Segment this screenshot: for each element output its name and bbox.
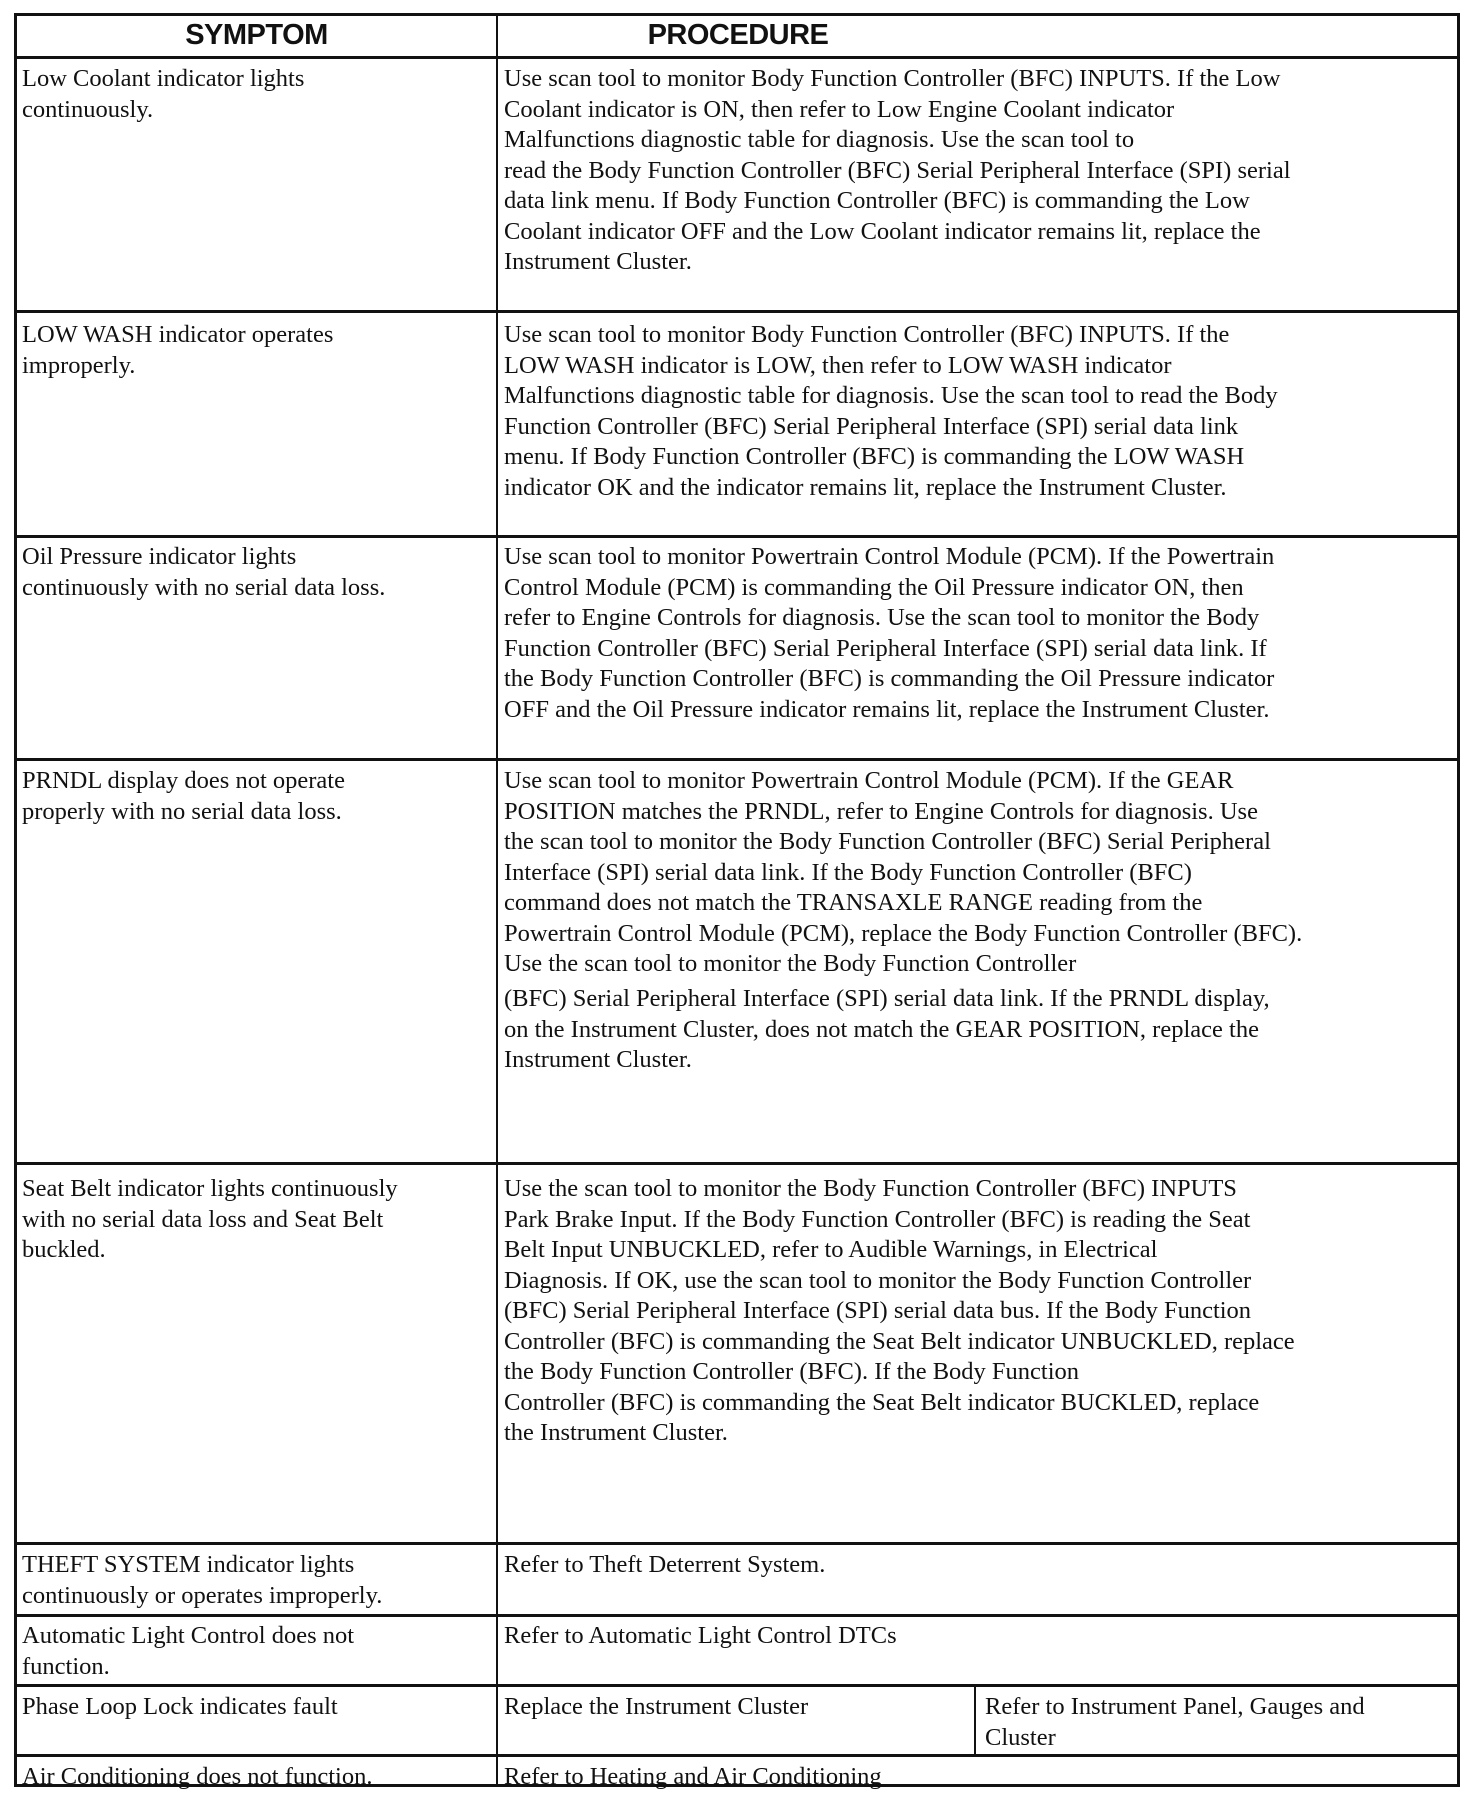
procedure-phase-loop-lock-reference: Refer to Instrument Panel, Gauges and Cluster (985, 1693, 1365, 1751)
row-separator (14, 1162, 1460, 1165)
split-cell-divider (974, 1684, 976, 1756)
row-separator (14, 1542, 1460, 1545)
symptom-air-conditioning: Air Conditioning does not function. (22, 1763, 373, 1790)
procedure-air-conditioning: Refer to Heating and Air Conditioning (504, 1763, 882, 1790)
procedure-theft-system: Refer to Theft Deterrent System. (504, 1551, 826, 1578)
symptom-low-wash: LOW WASH indicator operates improperly. (22, 321, 334, 379)
border-right (1457, 13, 1460, 1787)
procedure-oil-pressure: Use scan tool to monitor Powertrain Control Module (PCM). If the Powertrain Control Module (PCM) is commanding the Oil Pressure indicator ON, then refer to Engine Controls for diagnosis. Use the scan tool to monitor the Body Function Controller (BFC) Serial Peripheral Interface (SPI) serial data link. If the Body Function Controller (BFC) is commanding the Oil Pressure indicator OFF and the Oil Pressure indicator remains lit, replace the Instrument Cluster. (504, 543, 1275, 723)
row-separator (14, 310, 1460, 313)
row-separator (14, 535, 1460, 538)
border-left (14, 13, 17, 1787)
procedure-phase-loop-lock: Replace the Instrument Cluster (504, 1693, 809, 1720)
symptom-automatic-light-control: Automatic Light Control does not function. (22, 1622, 355, 1680)
header-procedure: PROCEDURE (647, 19, 829, 51)
row-separator (14, 1684, 1460, 1687)
header-separator (14, 56, 1460, 59)
row-separator (14, 758, 1460, 761)
symptom-prndl: PRNDL display does not operate properly with no serial data loss. (22, 767, 345, 825)
symptom-oil-pressure: Oil Pressure indicator lights continuously with no serial data loss. (22, 543, 386, 601)
symptom-low-coolant: Low Coolant indicator lights continuously. (22, 65, 305, 123)
procedure-low-wash: Use scan tool to monitor Body Function Controller (BFC) INPUTS. If the LOW WASH indicator is LOW, then refer to LOW WASH indicator Malfunctions diagnostic table for diagnosis. Use the scan tool to read the Body Function Controller (BFC) Serial Peripheral Interface (SPI) serial data link menu. If Body Function Controller (BFC) is commanding the LOW WASH indicator OK and the indicator remains lit, replace the Instrument Cluster. (504, 321, 1278, 501)
procedure-low-coolant: Use scan tool to monitor Body Function Controller (BFC) INPUTS. If the Low Coolant indicator is ON, then refer to Low Engine Coolant indicator Malfunctions diagnostic table for diagnosis. Use the scan tool to read the Body Function Controller (BFC) Serial Peripheral Interface (SPI) serial data link menu. If Body Function Controller (BFC) is commanding the Low Coolant indicator OFF and the Low Coolant indicator remains lit, replace the Instrument Cluster. (504, 65, 1291, 275)
symptom-theft-system: THEFT SYSTEM indicator lights continuously or operates improperly. (22, 1551, 383, 1609)
symptom-seat-belt: Seat Belt indicator lights continuously with no serial data loss and Seat Belt buckled. (22, 1175, 398, 1263)
border-top (14, 13, 1460, 16)
procedure-seat-belt: Use the scan tool to monitor the Body Function Controller (BFC) INPUTS Park Brake Input. If the Body Function Controller (BFC) is reading the Seat Belt Input UNBUCKLED, refer to Audible Warnings, in Electrical Diagnosis. If OK, use the scan tool to monitor the Body Function Controller (BFC) Serial Peripheral Interface (SPI) serial data bus. If the Body Function Controller (BFC) is commanding the Seat Belt indicator UNBUCKLED, replace the Body Function Controller (BFC). If the Body Function Controller (BFC) is commanding the Seat Belt indicator BUCKLED, replace the Instrument Cluster. (504, 1175, 1295, 1446)
symptom-phase-loop-lock: Phase Loop Lock indicates fault (22, 1693, 338, 1720)
row-separator (14, 1614, 1460, 1617)
header-symptom: SYMPTOM (185, 19, 328, 51)
column-divider (496, 13, 498, 1787)
procedure-prndl-continued: (BFC) Serial Peripheral Interface (SPI) serial data link. If the PRNDL display, on the Instrument Cluster, does not match the GEAR POSITION, replace the Instrument Cluster. (504, 985, 1270, 1073)
procedure-automatic-light-control: Refer to Automatic Light Control DTCs (504, 1622, 897, 1649)
procedure-prndl: Use scan tool to monitor Powertrain Control Module (PCM). If the GEAR POSITION matches the PRNDL, refer to Engine Controls for diagnosis. Use the scan tool to monitor the Body Function Controller (BFC) Serial Peripheral Interface (SPI) serial data link. If the Body Function Controller (BFC) command does not match the TRANSAXLE RANGE reading from the Powertrain Control Module (PCM), replace the Body Function Controller (BFC). Use the scan tool to monitor the Body Function Controller (504, 767, 1303, 977)
row-separator (14, 1754, 1460, 1757)
